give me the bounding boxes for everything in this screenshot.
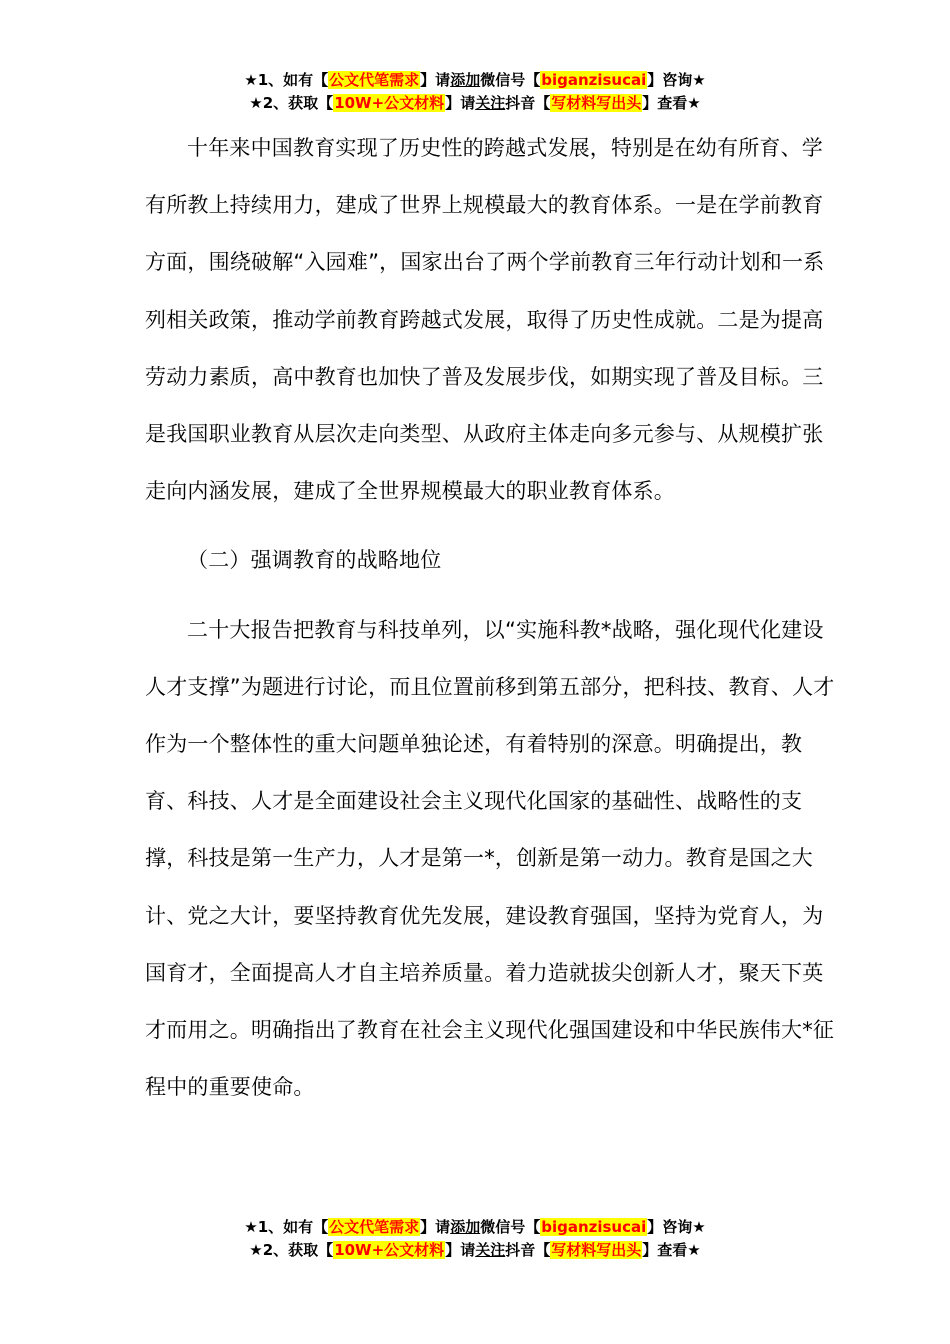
underlined-add: 添加 bbox=[450, 71, 481, 89]
header-banner bbox=[0, 69, 950, 115]
banner-line-2 bbox=[0, 92, 950, 115]
underlined-follow: 关注 bbox=[475, 1241, 506, 1259]
highlight-douyin-account: 写材料写出头 bbox=[551, 94, 642, 112]
highlight-service: 公文代笔需求 bbox=[329, 1218, 420, 1236]
footer-banner bbox=[0, 1216, 950, 1262]
banner-text: 】咨询★ bbox=[647, 71, 706, 89]
banner-text: 抖音【 bbox=[505, 1241, 551, 1259]
banner-text: 微信号【 bbox=[480, 71, 541, 89]
banner-text: ★2、获取【 bbox=[249, 1241, 334, 1259]
banner-text: 】请 bbox=[420, 71, 451, 89]
banner-text: 】咨询★ bbox=[647, 1218, 706, 1236]
banner-text: ★2、获取【 bbox=[249, 94, 334, 112]
highlight-materials: 10W+公文材料 bbox=[334, 94, 445, 112]
banner-text: 】查看★ bbox=[642, 1241, 701, 1259]
underlined-add: 添加 bbox=[450, 1218, 481, 1236]
highlight-wechat-id: biganzisucai bbox=[541, 71, 647, 89]
banner-line-1 bbox=[0, 69, 950, 92]
banner-text: 】请 bbox=[445, 94, 476, 112]
section-heading: （二）强调教育的战略地位 bbox=[187, 548, 442, 573]
banner-text: 】查看★ bbox=[642, 94, 701, 112]
highlight-service: 公文代笔需求 bbox=[329, 71, 420, 89]
highlight-douyin-account: 写材料写出头 bbox=[551, 1241, 642, 1259]
banner-text: 】请 bbox=[420, 1218, 451, 1236]
paragraph-education-development: 十年来中国教育实现了历史性的跨越式发展，特别是在幼有所育、学有所教上持续用力，建成了世界上规模最大的教育体系。一是在学前教育方面，围绕破解“入园难”，国家出台了两个学前教育三年行动计划和一系列相关政策，推动学前教育跨越式发展，取得了历史性成就。二是为提高劳动力素质，高中教育也加快了普及发展步伐，如期实现了普及目标。三是我国职业教育从层次走向类型、从政府主体走向多元参与、从规模扩张走向内涵发展，建成了全世界规模最大的职业教育体系。 bbox=[145, 136, 825, 504]
banner-text: 】请 bbox=[445, 1241, 476, 1259]
document-body bbox=[145, 120, 835, 1116]
banner-text: 微信号【 bbox=[480, 1218, 541, 1236]
banner-text: ★1、如有【 bbox=[244, 1218, 329, 1236]
banner-line-1 bbox=[0, 1216, 950, 1239]
underlined-follow: 关注 bbox=[475, 94, 506, 112]
banner-line-2 bbox=[0, 1239, 950, 1262]
highlight-materials: 10W+公文材料 bbox=[334, 1241, 445, 1259]
banner-text: 抖音【 bbox=[505, 94, 551, 112]
paragraph-strategic-position: 二十大报告把教育与科技单列，以“实施科教*战略，强化现代化建设人才支撑”为题进行讨论，而且位置前移到第五部分，把科技、教育、人才作为一个整体性的重大问题单独论述，有着特别的深意。明确提出，教育、科技、人才是全面建设社会主义现代化国家的基础性、战略性的支撑，科技是第一生产力，人才是第一*，创新是第一动力。教育是国之大计、党之大计，要坚持教育优先发展，建设教育强国，坚持为党育人，为国育才，全面提高人才自主培养质量。着力造就拔尖创新人才，聚天下英才而用之。明确指出了教育在社会主义现代化强国建设和中华民族伟大*征程中的重要使命。 bbox=[145, 617, 835, 1100]
highlight-wechat-id: biganzisucai bbox=[541, 1218, 647, 1236]
banner-text: ★1、如有【 bbox=[244, 71, 329, 89]
